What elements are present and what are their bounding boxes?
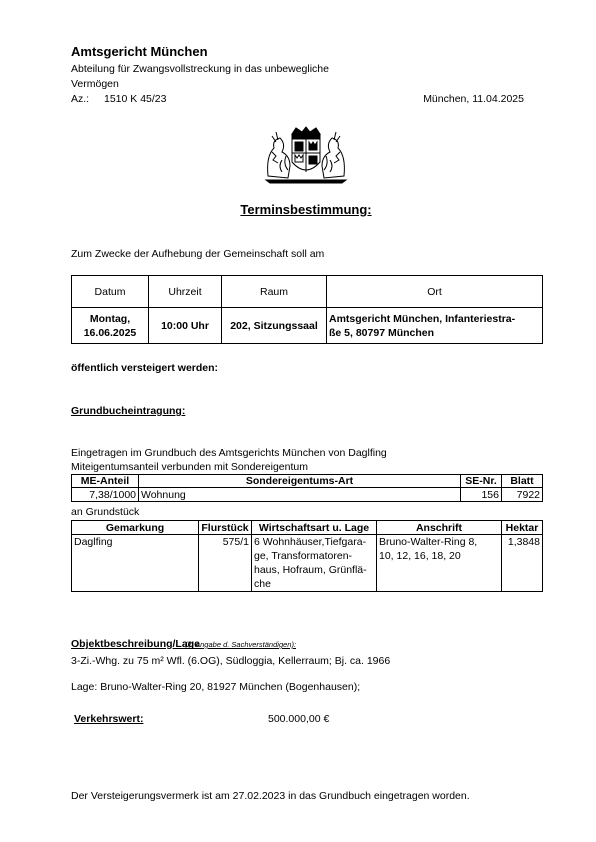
header-anschrift: Anschrift	[377, 521, 502, 535]
department: Abteilung für Zwangsvollstreckung in das unbewegliche Vermögen	[71, 63, 329, 90]
me-anteil-value: 7,38/1000	[72, 488, 139, 502]
header-raum: Raum	[222, 276, 327, 308]
case-number: 1510 K 45/23	[104, 93, 167, 105]
header-blatt: Blatt	[502, 475, 543, 488]
wirtschaftsart-value	[252, 535, 377, 592]
wirtschaftsart-line-1: 6 Wohnhäuser,Tiefgara-	[254, 536, 367, 548]
header-datum: Datum	[72, 276, 149, 308]
market-value-label: Verkehrswert:	[74, 713, 144, 725]
wirtschaftsart-line-4: che	[254, 578, 271, 590]
market-value-amount: 500.000,00 €	[268, 713, 330, 725]
object-description: 3-Zi.-Whg. zu 75 m² Wfl. (6.OG), Südloggia, Kellerraum; Bj. ca. 1966	[71, 655, 391, 667]
auction-text: öffentlich versteigert werden:	[71, 362, 219, 374]
place-date: München, 11.04.2025	[423, 93, 524, 105]
header-sondereigentums-art: Sondereigentums-Art	[139, 475, 461, 488]
header-me-anteil: ME-Anteil	[72, 475, 139, 488]
appointment-date	[72, 308, 149, 344]
anschrift-value	[377, 535, 502, 592]
table-header-row	[72, 475, 543, 488]
se-nr-value: 156	[461, 488, 502, 502]
footer-note: Der Versteigerungsvermerk ist am 27.02.2023 in das Grundbuch eingetragen worden.	[71, 790, 470, 802]
intro-text: Zum Zwecke der Aufhebung der Gemeinschaft soll am	[71, 248, 325, 260]
header-gemarkung: Gemarkung	[72, 521, 199, 535]
land-register-line-1: Eingetragen im Grundbuch des Amtsgerichts München von Daglfing	[71, 447, 387, 459]
document-title: Terminsbestimmung:	[240, 202, 372, 217]
place-line-1: Amtsgericht München, Infanteriestra-	[329, 312, 516, 325]
header-wirtschaftsart: Wirtschaftsart u. Lage	[252, 521, 377, 535]
object-location: Lage: Bruno-Walter-Ring 20, 81927 München (Bogenhausen);	[71, 681, 361, 693]
table-header-row	[72, 521, 543, 535]
header-hektar: Hektar	[502, 521, 543, 535]
anschrift-line-1: Bruno-Walter-Ring 8,	[379, 536, 478, 548]
header-flurstueck: Flurstück	[199, 521, 252, 535]
header-uhrzeit: Uhrzeit	[149, 276, 222, 308]
place-line-2: ße 5, 80797 München	[329, 326, 435, 339]
header-se-nr: SE-Nr.	[461, 475, 502, 488]
table-row	[72, 308, 543, 344]
appointment-place	[327, 308, 543, 344]
table-row	[72, 535, 543, 592]
appointment-table	[71, 275, 543, 344]
anschrift-line-2: 10, 12, 16, 18, 20	[379, 550, 461, 562]
date-weekday: Montag,	[89, 312, 131, 325]
wirtschaftsart-line-2: ge, Transformatoren-	[254, 550, 353, 562]
hektar-value: 1,3848	[502, 535, 543, 592]
bavarian-coat-of-arms-icon	[262, 126, 350, 184]
plot-table	[71, 520, 543, 592]
land-register-heading: Grundbucheintragung:	[71, 405, 186, 417]
sondereigentums-art-value: Wohnung	[139, 488, 461, 502]
object-heading: Objektbeschreibung/Lage	[71, 638, 200, 650]
table-header-row	[72, 276, 543, 308]
an-grundstueck-label: an Grundstück	[71, 506, 140, 518]
header-ort: Ort	[327, 276, 543, 308]
object-note: (lt. Angabe d. Sachverständigen):	[185, 640, 297, 649]
date-value: 16.06.2025	[83, 326, 137, 339]
az-label: Az.:	[71, 93, 90, 105]
share-table	[71, 474, 543, 502]
gemarkung-value: Daglfing	[72, 535, 199, 592]
blatt-value: 7922	[502, 488, 543, 502]
flurstueck-value: 575/1	[199, 535, 252, 592]
appointment-time: 10:00 Uhr	[149, 308, 222, 344]
table-row	[72, 488, 543, 502]
court-name: Amtsgericht München	[71, 44, 208, 59]
appointment-room: 202, Sitzungssaal	[222, 308, 327, 344]
wirtschaftsart-line-3: haus, Hofraum, Grünflä-	[254, 564, 367, 576]
land-register-line-2: Miteigentumsanteil verbunden mit Sondereigentum	[71, 461, 308, 473]
